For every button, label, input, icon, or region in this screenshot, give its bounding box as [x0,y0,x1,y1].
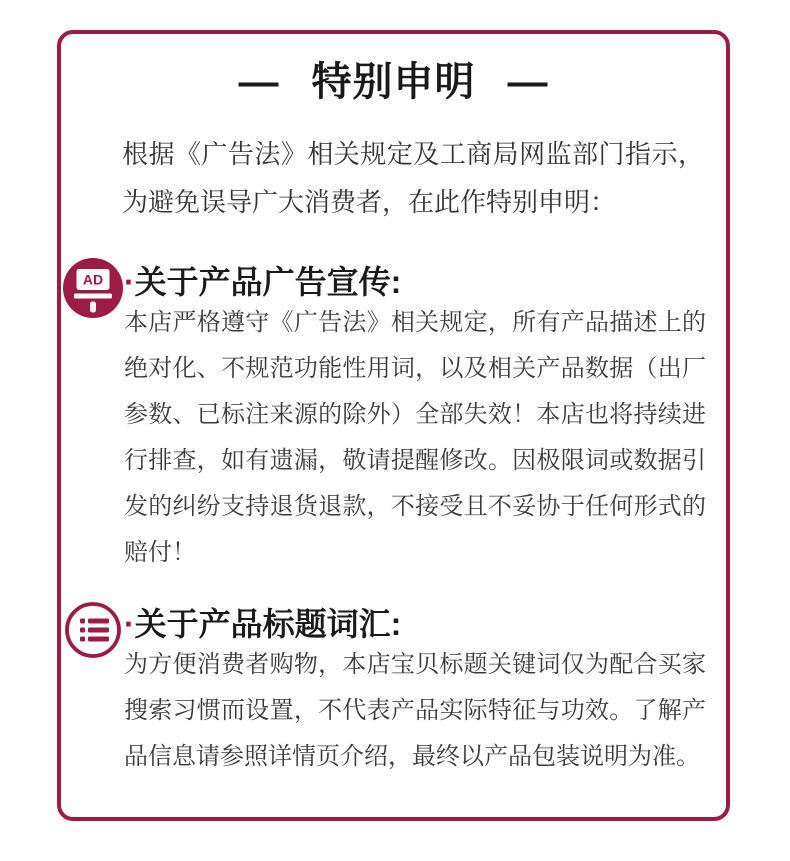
section-keywords-heading [124,602,709,646]
title-dash-left: — [238,60,280,104]
section-ad-text-column [124,258,709,576]
title-dash-right: — [507,60,549,104]
intro-paragraph: 根据《广告法》相关规定及工商局网监部门指示，为避免误导广大消费者，在此作特别申明： [122,139,704,217]
section-ad-promotion [63,258,709,576]
list-icon [63,600,123,660]
page-title-text: 特别申明 [311,60,476,104]
section-ad-body: 本店严格遵守《广告法》相关规定，所有产品描述上的绝对化、不规范功能性用词，以及相关产品数据（出厂参数、已标注来源的除外）全部失效！本店也将持续进行排查，如有遗漏，敬请提醒修改。因极限词或数据引发的纠纷支持退货退款，不接受且不妥协于任何形式的赔付！ [124,309,706,566]
ad-billboard-icon [63,258,123,318]
ad-icon-label: AD [82,271,104,288]
special-statement-card [57,30,730,821]
heading-bullet: · [124,264,135,300]
section-keywords-heading-text: 关于产品标题词汇: [134,606,402,642]
section-keywords-text-column [124,600,709,780]
section-title-keywords [63,600,709,780]
page-title [61,56,726,108]
section-ad-heading [124,260,709,304]
section-keywords-body: 为方便消费者购物，本店宝贝标题关键词仅为配合买家搜索习惯而设置，不代表产品实际特征与功效。了解产品信息请参照详情页介绍，最终以产品包装说明为准。 [124,651,706,770]
heading-bullet: · [124,606,135,642]
section-ad-heading-text: 关于产品广告宣传: [134,264,402,300]
